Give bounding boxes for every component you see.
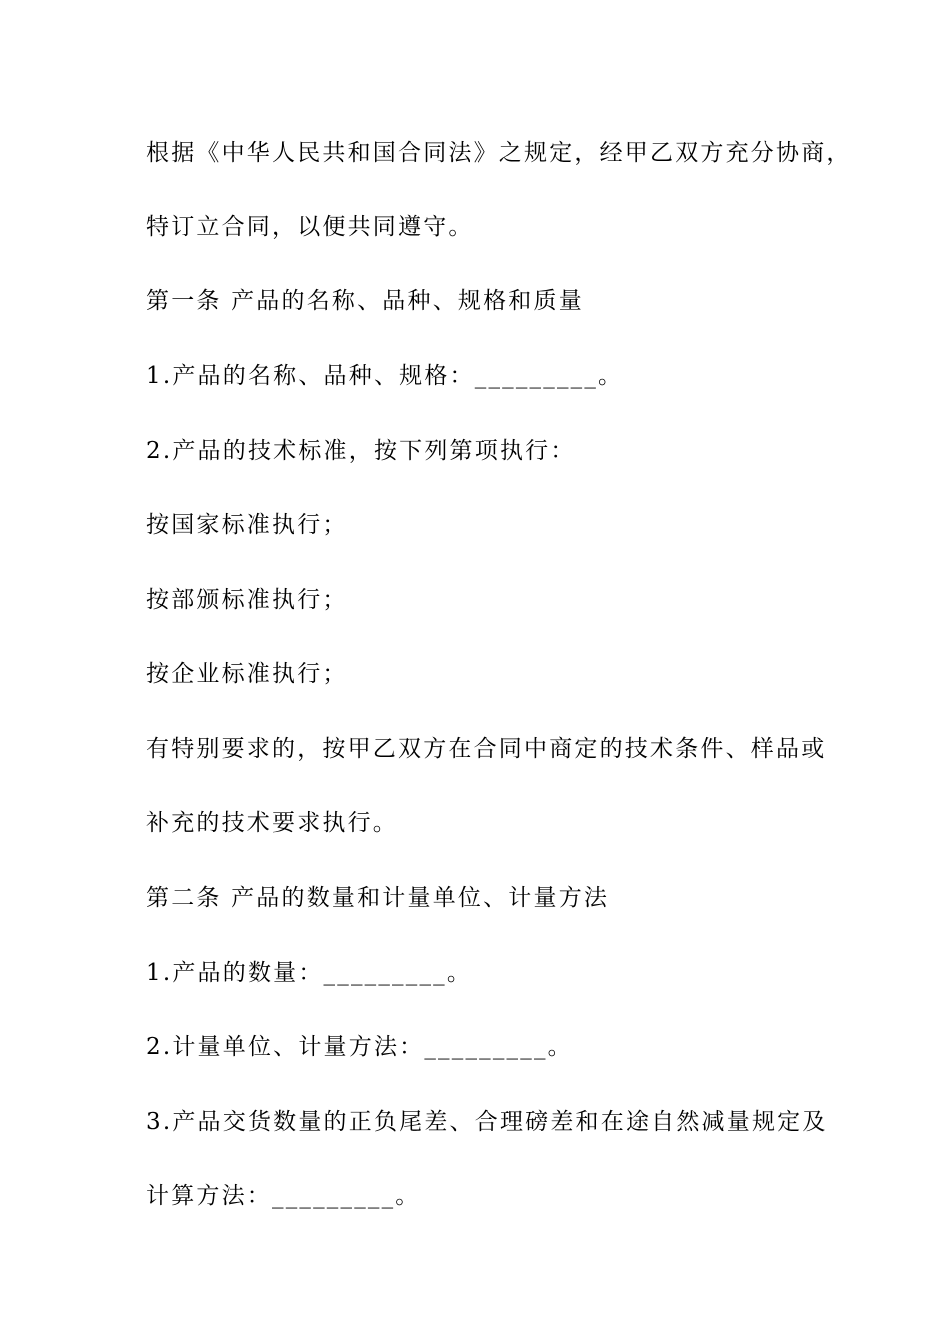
clause-line: 按部颁标准执行； bbox=[146, 587, 348, 613]
clause-line: 2.产品的技术标准，按下列第项执行： bbox=[146, 438, 576, 464]
clause-line: 有特别要求的，按甲乙双方在合同中商定的技术条件、样品或 bbox=[146, 736, 827, 762]
clause-line: 1.产品的名称、品种、规格：_________。 bbox=[146, 363, 624, 389]
clause-line: 按企业标准执行； bbox=[146, 661, 348, 687]
clause-line: 按国家标准执行； bbox=[146, 512, 348, 538]
paragraph-line: 特订立合同，以便共同遵守。 bbox=[146, 214, 474, 240]
clause-line: 补充的技术要求执行。 bbox=[146, 810, 398, 836]
clause-line: 3.产品交货数量的正负尾差、合理磅差和在途自然减量规定及 bbox=[146, 1109, 828, 1135]
clause-line: 1.产品的数量：_________。 bbox=[146, 960, 473, 986]
article-heading: 第一条 产品的名称、品种、规格和质量 bbox=[146, 288, 584, 314]
clause-line: 2.计量单位、计量方法：_________。 bbox=[146, 1034, 573, 1060]
clause-line: 计算方法：_________。 bbox=[146, 1183, 421, 1209]
paragraph-line: 根据《中华人民共和国合同法》之规定，经甲乙双方充分协商， bbox=[146, 140, 852, 166]
article-heading: 第二条 产品的数量和计量单位、计量方法 bbox=[146, 885, 610, 911]
